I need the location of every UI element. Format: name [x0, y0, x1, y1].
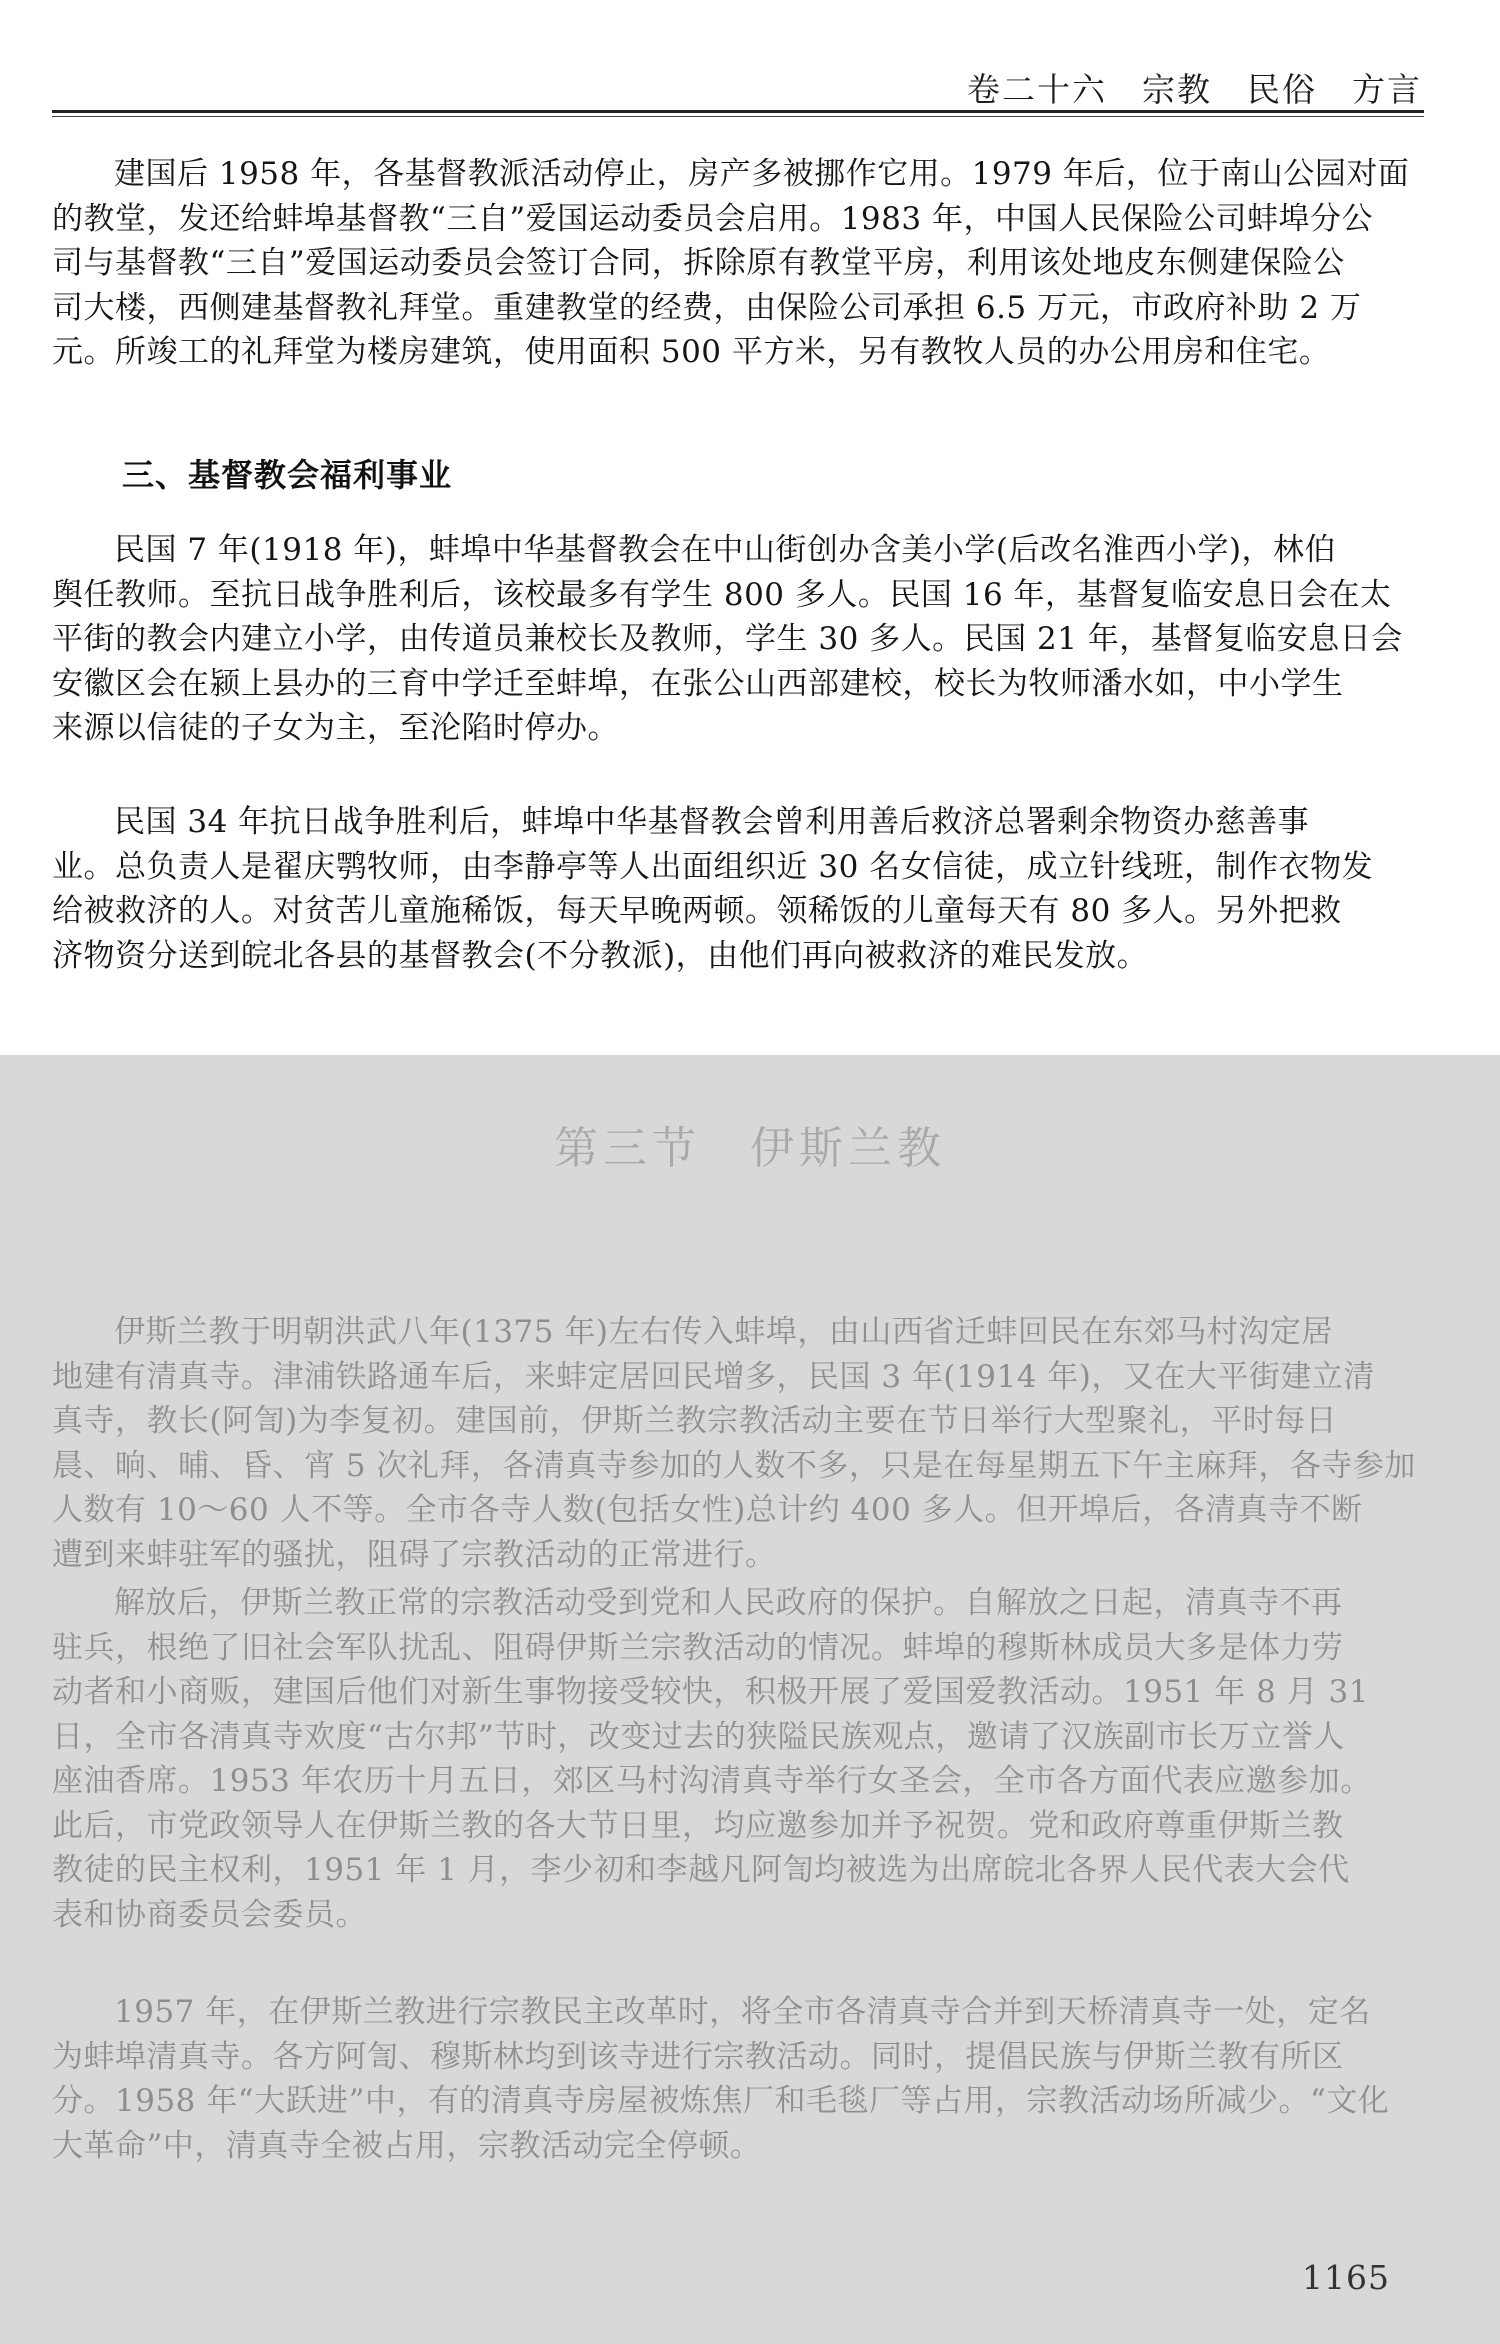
section-paragraph-3: 1957 年，在伊斯兰教进行宗教民主改革时，将全市各清真寺合并到天桥清真寺一处，定名 为蚌埠清真寺。各方阿訇、穆斯林均到该寺进行宗教活动。同时，提倡民族与伊斯兰教有所区 分。1958 年“大跃进”中，有的清真寺房屋被炼焦厂和毛毯厂等占用，宗教活动场所减少。“文化 大革命”中，清真寺全被占用，宗教活动完全停顿。 — [52, 1994, 1390, 2164]
header-rule-thin — [52, 116, 1424, 117]
header-rule-thick — [52, 110, 1424, 113]
page-number: 1165 — [1302, 2258, 1390, 2297]
upper-paragraph-1: 建国后 1958 年，各基督教派活动停止，房产多被挪作它用。1979 年后，位于南山公园对面 的教堂，发还给蚌埠基督教“三自”爱国运动委员会启用。1983 年，中国人民保险公司蚌埠分公 司与基督教“三自”爱国运动委员会签订合同，拆除原有教堂平房，利用该处地皮东侧建保险公 司大楼，西侧建基督教礼拜堂。重建教堂的经费，由保险公司承担 6.5 万元，市政府补助 2 万 元。所竣工的礼拜堂为楼房建筑，使用面积 500 平方米，另有教牧人员的办公用房和住宅。 — [52, 156, 1410, 370]
section-title: 第三节 伊斯兰教 — [554, 1123, 946, 1174]
upper-paragraph-2: 民国 7 年(1918 年)，蚌埠中华基督教会在中山街创办含美小学(后改名淮西小学)，林伯 舆任教师。至抗日战争胜利后，该校最多有学生 800 多人。民国 16 年，基督复临安息日会在太 平街的教会内建立小学，由传道员兼校长及教师，学生 30 多人。民国 21 年，基督复临安息日会 安徽区会在颍上县办的三育中学迁至蚌埠，在张公山西部建校，校长为牧师潘水如，中小学生 来源以信徒的子女为主，至沦陷时停办。 — [52, 532, 1403, 746]
upper-paragraph-3: 民国 34 年抗日战争胜利后，蚌埠中华基督教会曾利用善后救济总署剩余物资办慈善事 业。总负责人是翟庆鹗牧师，由李静亭等人出面组织近 30 名女信徒，成立针线班，制作衣物发 给被救济的人。对贫苦儿童施稀饭，每天早晚两顿。领稀饭的儿童每天有 80 多人。另外把救 济物资分送到皖北各县的基督教会(不分教派)，由他们再向被救济的难民发放。 — [52, 804, 1374, 974]
section-paragraph-1: 伊斯兰教于明朝洪武八年(1375 年)左右传入蚌埠，由山西省迁蚌回民在东郊马村沟定居 地建有清真寺。津浦铁路通车后，来蚌定居回民增多，民国 3 年(1914 年)，又在大平街建立清 真寺，教长(阿訇)为李复初。建国前，伊斯兰教宗教活动主要在节日举行大型聚礼，平时每日 晨、晌、晡、昏、宵 5 次礼拜，各清真寺参加的人数不多，只是在每星期五下午主麻拜，各寺参加 人数有 10～60 人不等。全市各寺人数(包括女性)总计约 400 多人。但开埠后，各清真寺不断 遭到来蚌驻军的骚扰，阻碍了宗教活动的正常进行。 — [52, 1314, 1416, 1573]
subheading-welfare: 三、基督教会福利事业 — [122, 456, 453, 494]
running-header — [0, 0, 1500, 122]
section-paragraph-2: 解放后，伊斯兰教正常的宗教活动受到党和人民政府的保护。自解放之日起，清真寺不再 驻兵，根绝了旧社会军队扰乱、阻碍伊斯兰宗教活动的情况。蚌埠的穆斯林成员大多是体力劳 动者和小商贩，建国后他们对新生事物接受较快，积极开展了爱国爱教活动。1951 年 8 月 31 日，全市各清真寺欢度“古尔邦”节时，改变过去的狭隘民族观点，邀请了汉族副市长万立誉人 座油香席。1953 年农历十月五日，郊区马村沟清真寺举行女圣会，全市各方面代表应邀参加。 此后，市党政领导人在伊斯兰教的各大节日里，均应邀参加并予祝贺。党和政府尊重伊斯兰教 教徒的民主权利，1951 年 1 月，李少初和李越凡阿訇均被选为出席皖北各界人民代表大会代 表和协商委员会委员。 — [52, 1585, 1372, 1933]
running-title: 卷二十六 宗教 民俗 方言 — [967, 70, 1422, 109]
